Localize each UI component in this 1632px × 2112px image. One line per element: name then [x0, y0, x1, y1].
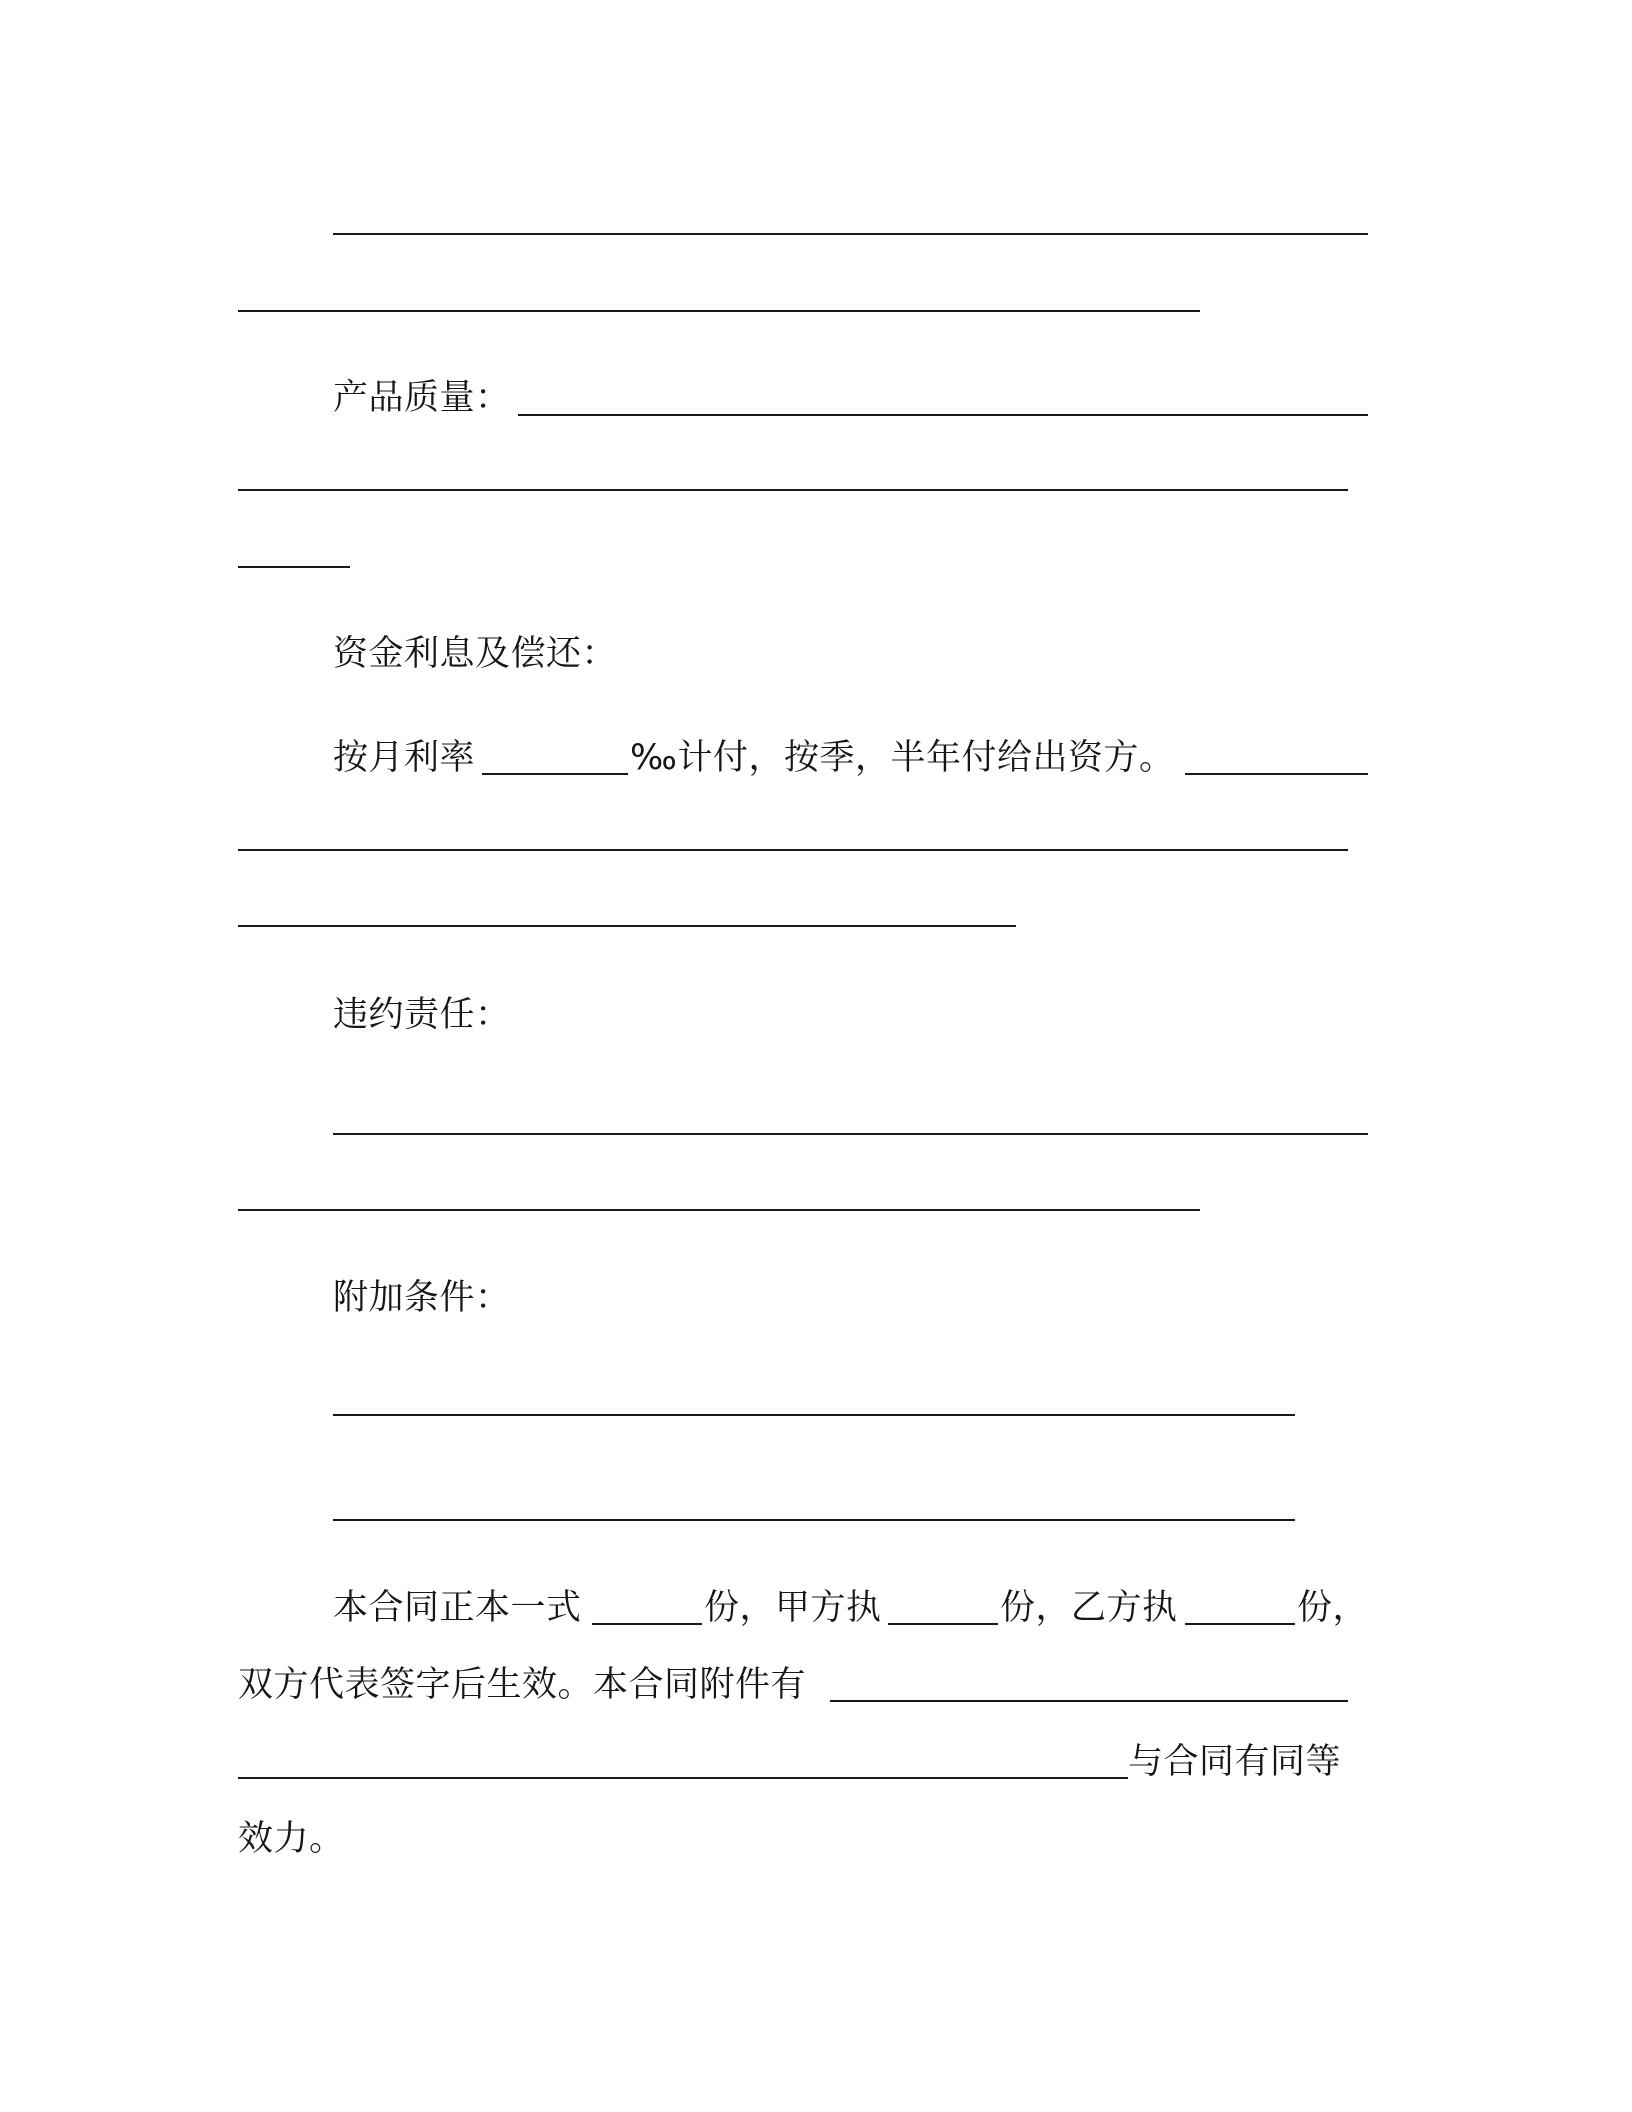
equal-effect-text: 与合同有同等: [1128, 1742, 1342, 1782]
product-quality-label: 产品质量：: [333, 378, 511, 418]
blank-line: [333, 1414, 1295, 1416]
copies-text-3: 份，乙方执: [1000, 1588, 1178, 1628]
blank-line: [238, 849, 1348, 851]
blank-line: [238, 566, 350, 568]
blank-line: [1185, 773, 1368, 775]
copies-text-1: 本合同正本一式: [333, 1588, 582, 1628]
final-text: 效力。: [238, 1819, 345, 1859]
blank-line: [333, 1519, 1295, 1521]
copies-text-2: 份，甲方执: [704, 1588, 882, 1628]
blank-line: [238, 1777, 1128, 1779]
blank-line: [333, 233, 1368, 235]
blank-line: [238, 1209, 1200, 1211]
conditions-heading: 附加条件：: [333, 1278, 511, 1318]
blank-line: [592, 1623, 702, 1625]
blank-line: [238, 310, 1200, 312]
effect-text: 双方代表签字后生效。本合同附件有: [238, 1665, 807, 1705]
blank-line: [888, 1623, 998, 1625]
interest-heading: 资金利息及偿还：: [333, 634, 618, 674]
copies-text-4: 份，: [1297, 1588, 1369, 1628]
interest-rate-prefix: 按月利率: [333, 738, 476, 778]
blank-line: [482, 773, 628, 775]
blank-line: [518, 414, 1368, 416]
blank-line: [238, 925, 1016, 927]
breach-heading: 违约责任：: [333, 995, 511, 1035]
blank-line: [830, 1700, 1348, 1702]
blank-line: [1185, 1623, 1295, 1625]
blank-line: [238, 489, 1348, 491]
blank-line: [333, 1133, 1368, 1135]
interest-rate-text: ‰计付，按季，半年付给出资方。: [630, 738, 1175, 778]
